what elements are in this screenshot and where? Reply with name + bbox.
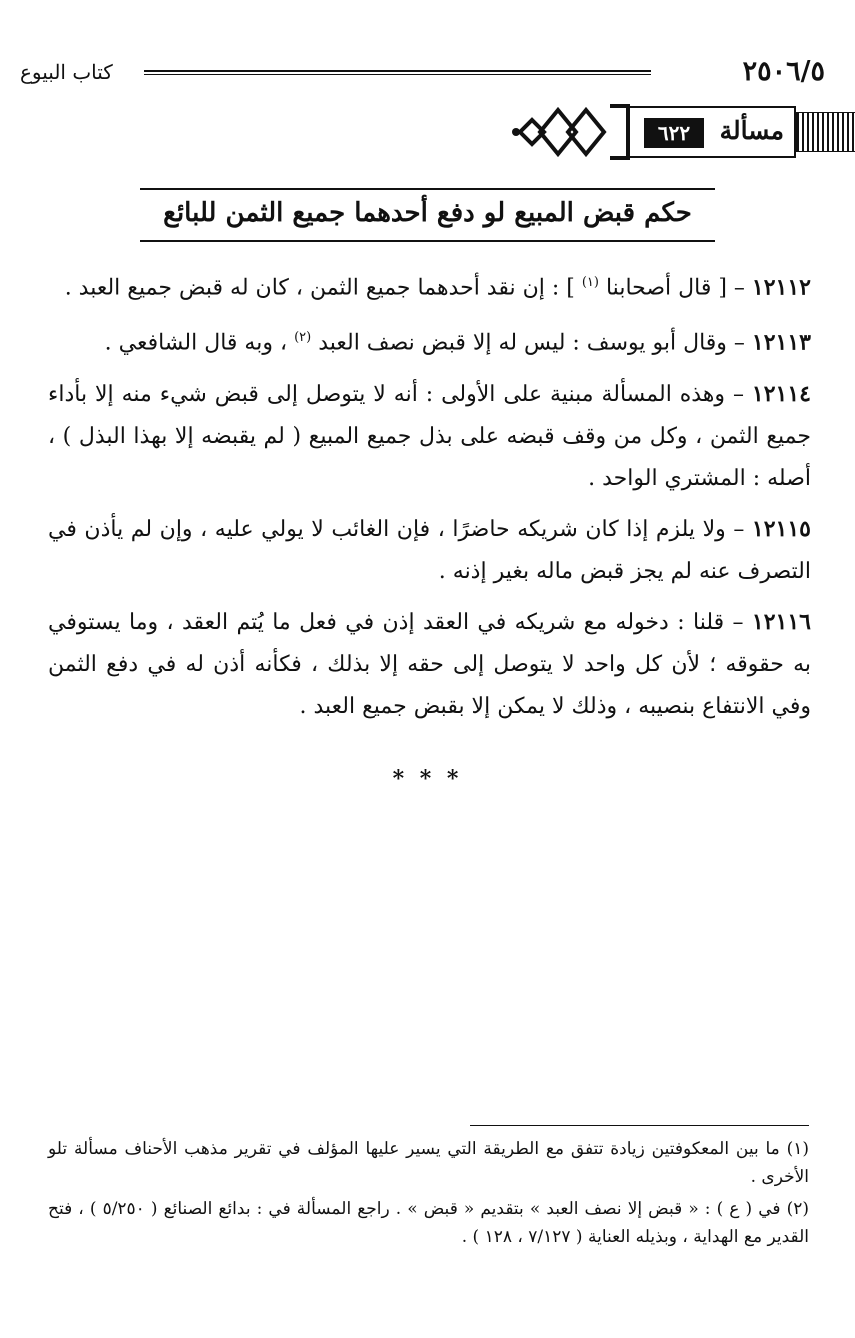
running-header bbox=[20, 56, 825, 92]
masala-banner bbox=[500, 100, 855, 164]
page-reference: ٢٥٠٦/٥ bbox=[742, 56, 825, 87]
paragraph-12112: ١٢١١٢ – [ قال أصحابنا $^{(١)}$ ] : إن نقد أحدهما جميع الثمن ، كان له قبض جميع العبد . bbox=[64, 274, 811, 301]
body-text bbox=[48, 262, 811, 736]
footnote-1: (١) ما بين المعكوفتين زيادة تتفق مع الطريقة التي يسير عليها المؤلف في تقرير مذهب الأحناف مسألة تلو الأخرى . bbox=[48, 1139, 809, 1187]
book-title: كتاب البيوع bbox=[20, 60, 113, 84]
footnote-2: (٢) في ( ع ) : « قبض إلا نصف العبد » بتقديم « قبض » . راجع المسألة في : بدائع الصنائع ( ٥/٢٥٠ ) ، فتح القدير مع الهداية ، وبذيله العناية ( ٧/١٢٧ ، ١٢٨ ) . bbox=[48, 1199, 809, 1247]
section-separator: * * * bbox=[392, 766, 463, 792]
masala-number: ٦٢٢ bbox=[644, 118, 704, 148]
ornament-icon bbox=[510, 100, 630, 164]
paragraph-12115: ١٢١١٥ – ولا يلزم إذا كان شريكه حاضرًا ، فإن الغائب لا يولي عليه ، وإن لم يأذن في التصرف عنه لم يجز قبض ماله بغير إذنه . bbox=[48, 515, 811, 584]
chapter-title: حكم قبض المبيع لو دفع أحدهما جميع الثمن للبائع bbox=[140, 188, 715, 228]
banner-stripes bbox=[796, 112, 855, 152]
footnote-ref: (١) bbox=[581, 275, 599, 290]
paragraph-12116: ١٢١١٦ – قلنا : دخوله مع شريكه في العقد إذن في فعل ما يُتم العقد ، وما يستوفي به حقوقه ؛ لأن كل واحد لا يتوصل إلى حقه إلا بذلك ، فكأنه أذن له في دفع الثمن وفي الانتفاع بنصيبه ، وذلك لا يمكن إلا بقبض جميع العبد . bbox=[48, 608, 811, 719]
paragraph-12114: ١٢١١٤ – وهذه المسألة مبنية على الأولى : أنه لا يتوصل إلى قبض شيء منه إلا بأداء جميع الثمن ، وكل من وقف قبضه على بذل جميع المبيع ( لم يقبضه إلا بهذا البذل ) ، أصله : المشتري الواحد . bbox=[48, 380, 811, 491]
footnote-ref: (٢) bbox=[294, 330, 312, 346]
masala-label: مسألة bbox=[719, 116, 784, 145]
title-underline bbox=[140, 240, 715, 242]
header-rule bbox=[144, 70, 651, 75]
footnotes bbox=[48, 1135, 809, 1255]
footnote-rule bbox=[470, 1125, 809, 1126]
paragraph-12113: ١٢١١٣ – وقال أبو يوسف : ليس له إلا قبض نصف العبد $^{(٢)}$ ، وبه قال الشافعي . bbox=[104, 329, 811, 356]
banner-box bbox=[624, 106, 796, 158]
